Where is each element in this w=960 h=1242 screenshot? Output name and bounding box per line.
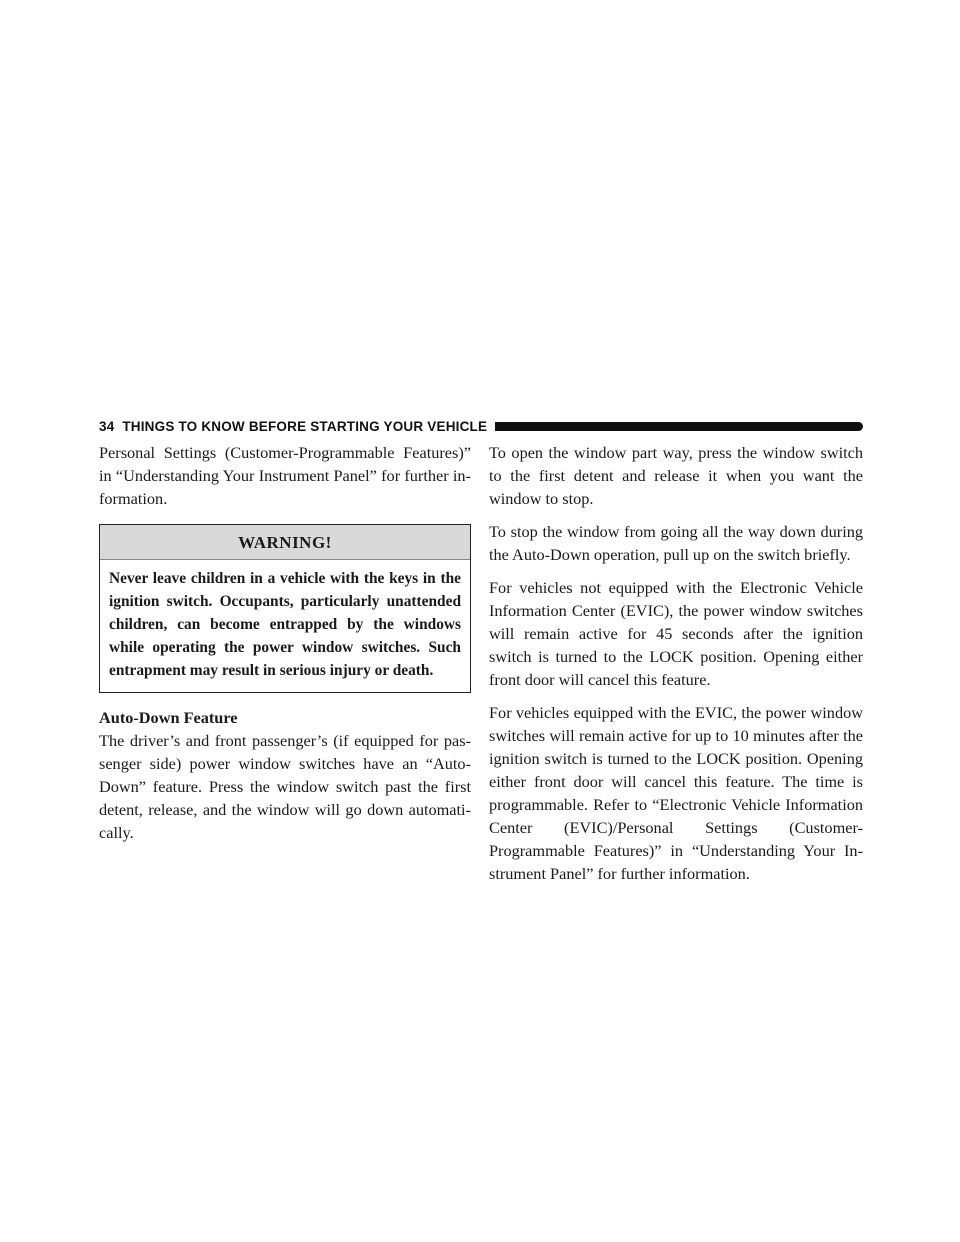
header-rule — [495, 422, 863, 431]
section-heading: Auto-Down Feature — [99, 708, 238, 727]
section-title: THINGS TO KNOW BEFORE STARTING YOUR VEHICLE — [122, 418, 488, 434]
page-header — [99, 416, 863, 436]
right-column — [489, 441, 863, 895]
left-column — [99, 441, 471, 854]
header-text — [99, 419, 487, 434]
paragraph: For vehicles not equipped with the Electronic Vehicle Information Center (EVIC), the power window switches will remain active for 45 seconds after the ignition switch is turned to the LOCK position. Opening either front door will cancel this feature. — [489, 578, 863, 689]
warning-title: WARNING! — [100, 525, 470, 560]
page-number: 34 — [99, 418, 115, 434]
section-body: The driver’s and front passenger’s (if equipped for pas-senger side) power window switches have an “Auto-Down” feature. Press the window switch past the first detent, release, and the window will go down automati-cally. — [99, 731, 471, 842]
paragraph: To open the window part way, press the window switch to the first detent and release it when you want the window to stop. — [489, 443, 863, 508]
paragraph: For vehicles equipped with the EVIC, the power window switches will remain active for up to 10 minutes after the ignition switch is turned to the LOCK position. Opening either front door will cancel this feature. The time is programmable. Refer to “Electronic Vehicle Information Center (EVIC)/Personal Settings (Customer-Programmable Features)” in “Understanding Your In-strument Panel” for further information. — [489, 703, 863, 883]
warning-body: Never leave children in a vehicle with the keys in the ignition switch. Occupants, particularly unattended children, can become entrapped by the windows while operating the power window switches. Such entrapment may result in serious injury or death. — [109, 570, 461, 679]
warning-box — [99, 524, 471, 693]
intro-paragraph: Personal Settings (Customer-Programmable Features)” in “Understanding Your Instrument Panel” for further in-formation. — [99, 443, 471, 508]
paragraph: To stop the window from going all the way down during the Auto-Down operation, pull up on the switch briefly. — [489, 522, 863, 564]
